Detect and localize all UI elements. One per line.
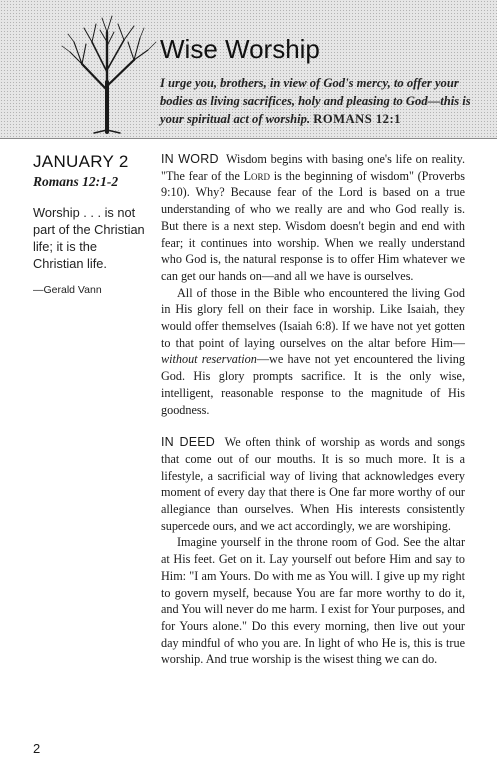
- in-deed-paragraph-2: Imagine yourself in the throne room of God. See the altar at His feet. Get on it. Lay yourself out before Him and say to Him: "I am Yours. Do with me as You will. I give up my right to govern myself, because You are far more worthy to do it, and You will never do me harm. I exist for Your purposes, and for Yours alone." Do this every morning, then live out your day mindful of who you are. In light of who He is, this is true worship. And true worship is the wisest thing we can do.: [161, 535, 465, 667]
- verse-reference: ROMANS 12:1: [313, 112, 401, 126]
- key-verse: [160, 74, 490, 128]
- header-banner: [0, 0, 497, 139]
- in-deed-label: IN DEED: [161, 435, 215, 450]
- sidebar-quote: Worship . . . is not part of the Christian life; it is the Christian life.: [33, 205, 145, 271]
- bare-tree-icon: [52, 12, 162, 134]
- devotional-date: JANUARY 2: [33, 152, 129, 171]
- in-word-paragraph-2: All of those in the Bible who encountered the living God in His glory fell on their face in worship. Like Isaiah, they would offer themselves (Isaiah 6:8). If we have not yet gotten to that point of laying ourselves on the altar before Him—without reservation—we have not yet encountered the living God. His glory prompts sacrifice. It is the only wise, intelligent, reasonable response to the magnitude of His goodness.: [161, 285, 465, 417]
- in-deed-paragraph-1: IN DEED We often think of worship as words and songs that come out of our mouths. It is so much more. It is a lifestyle, a sacrificial way of living that acknowledges every moment of every day that there is One far more worthy of our allegiance than ourselves. When His interests consistently supercede ours, and we act accordingly, we are worshiping.: [161, 435, 465, 533]
- lord-small-caps: Lord: [243, 168, 271, 183]
- in-word-paragraph-1: IN WORD Wisdom begins with basing one's life on reality. "The fear of the Lord is the beginning of wisdom" (Proverbs 9:10). Why? Because fear of the Lord is based on a true understanding of who we really are and who God really is. But there is a next step. Wisdom doesn't begin and end with fear; it continues into worship. When we really understand who God is, the natural response is to offer Him whatever we can get our hands on—and all we have is ourselves.: [161, 152, 466, 283]
- page-title: Wise Worship: [160, 34, 320, 64]
- verse-text: I urge you, brothers, in view of God's mercy, to offer your bodies as living sacrifices, holy and pleasing to God—this is your spiritual act of worship.: [160, 76, 471, 126]
- scripture-passage: Romans 12:1-2: [33, 174, 119, 189]
- page-number: 2: [33, 741, 41, 756]
- main-text: [161, 151, 465, 668]
- sidebar: [33, 152, 148, 296]
- emphasis-text: without reservation: [161, 352, 257, 367]
- in-word-label: IN WORD: [161, 152, 219, 166]
- quote-author: —Gerald Vann: [33, 284, 102, 296]
